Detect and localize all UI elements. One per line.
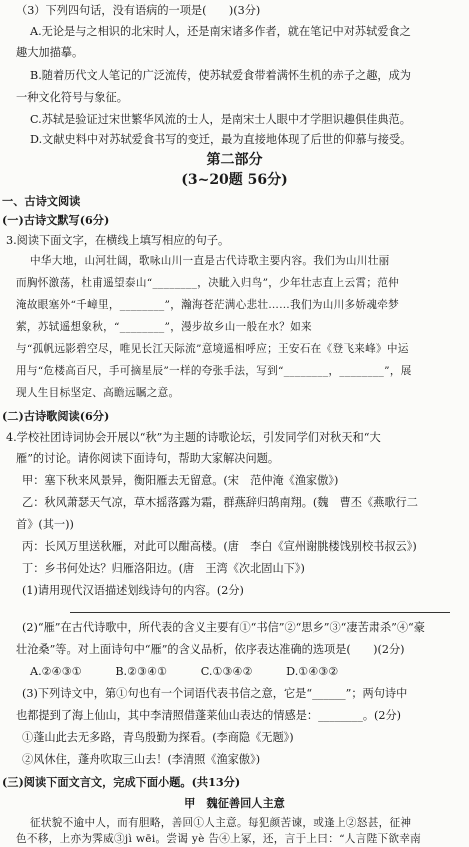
section-ancient-reading: 一、古诗文阅读 (2, 194, 81, 208)
part-two-subtitle: (3~20题 56分) (181, 172, 288, 188)
q4-sub2: (2)“雁”在古代诗歌中，所代表的含义主要有①“书信”②“思乡”③“凄苦肃杀”④“豪 (22, 621, 425, 634)
passage1-line: 萦，苏轼遥想象秋，“________”，漫步故乡山一般在水？如来 (16, 321, 312, 333)
section-poetry-reading: (二)古诗歌阅读(6分) (2, 409, 110, 423)
q3-option-d: D.文献史料中对苏轼爱食书写的变迁，最为直接地体现了后世的仰慕与接受。 (30, 133, 412, 146)
q3-option-a: A.无论是与之相识的北宋时人，还是南宋诸多作者，就在笔记中对苏轼爱食之 (30, 25, 411, 38)
passage1-line: 与“孤帆远影碧空尽，唯见长江天际流”意境遥相呼应；王安石在《登飞来峰》中运 (16, 343, 409, 355)
q4-sub2-cont: 壮沧桑”等。对上面诗句中“雁”的含义品析，依序表达准确的选项是( )(2分) (16, 643, 405, 656)
prose-title: 甲 魏征善回人主意 (184, 796, 285, 810)
part-two-title: 第二部分 (206, 152, 263, 168)
q4-poem-1: ①蓬山此去无多路，青鸟殷勤为探看。(李商隐《无题》) (22, 731, 294, 744)
prose-line: 征状貌不逾中人，而有胆略，善回①人主意。每犯颜苦谏，或逢上②怒甚，征神 (30, 817, 412, 829)
q3-instruction: 3.阅读下面文字，在横线上填写相应的句子。 (6, 234, 230, 247)
q4-sub2-options: A.②④③① B.②③④① C.①③④② D.①④③② (30, 665, 339, 678)
poem-yi: 乙：秋风萧瑟天气凉，草木摇落露为霜，群燕辞归鹄南翔。(魏 曹丕《燕歌行二 (22, 496, 418, 509)
prose-line: 色不移，上亦为霁威③jì wēi。尝谒 yè 告④上冢，还，言于上曰：“人言陛下欲幸南 (16, 833, 422, 845)
passage1-line: 现人生目标坚定、高瞻远瞩之意。 (16, 387, 180, 399)
answer-line[interactable] (70, 612, 450, 613)
passage1-line: 淹故眼塞外“千嶂里，________”，瀚海苍茫满心悲壮……我们为山川多娇魂牵梦 (16, 299, 400, 311)
q4-sub3-cont: 也都提到了海上仙山，其中李清照借蓬莱仙山表达的情感是：________。(2分) (16, 709, 402, 722)
passage1-line: 用与“危楼高百尺，手可摘星辰”一样的夸张手法，写到“________，________”，展 (16, 365, 412, 377)
poem-yi-cont: 首》(其一)) (16, 518, 74, 531)
q3-option-a-cont: 趣大加描摹。 (16, 46, 84, 59)
q4-sub1: (1)请用现代汉语描述划线诗句的内容。(2分) (22, 584, 244, 597)
poem-ding: 丁：乡书何处达？归雁洛阳边。(唐 王湾《次北固山下》) (22, 562, 305, 575)
q3-stem: （3）下列四句话，没有语病的一项是( )(3分) (16, 4, 261, 17)
q4-sub3: (3)下列诗文中，第①句也有一个词语代表书信之意，它是“______”；两句诗中 (22, 687, 408, 700)
section-recitation: (一)古诗文默写(6分) (2, 213, 110, 227)
poem-jia: 甲：塞下秋来风景异，衡阳雁去无留意。(宋 范仲淹《渔家傲》) (22, 474, 339, 487)
q4-stem-cont: 雁”的讨论。请你阅读下面诗句，帮助大家解决问题。 (16, 452, 280, 465)
passage1-line: 而胸怀激荡，杜甫遥望泰山“________，决眦入归鸟”，少年壮志直上云霄；范仲 (16, 277, 400, 289)
q4-poem-2: ②风休住，蓬舟吹取三山去！(李清照《渔家傲》) (22, 753, 261, 766)
passage1-line: 中华大地，山河壮阔，歌咏山川一直是古代诗歌主要内容。我们为山川壮丽 (30, 255, 390, 267)
poem-bing: 丙：长风万里送秋雁，对此可以酣高楼。(唐 李白《宣州谢朓楼饯别校书叔云》) (22, 540, 417, 553)
section-classical-prose: (三)阅读下面文言文，完成下面小题。(共13分) (2, 775, 241, 789)
q3-option-b: B.随着历代文人笔记的广泛流传，使苏轼爱食带着满怀生机的赤子之趣，成为 (30, 69, 411, 82)
q3-option-b-cont: 一种文化符号与象征。 (16, 91, 128, 104)
q3-option-c: C.苏轼是验证过宋世繁华风流的士人，是南宋士人眼中才学胆识趣俱佳典范。 (30, 113, 411, 126)
q4-stem: 4.学校社团诗词协会开展以“秋”为主题的诗歌论坛，引发同学们对秋天和“大 (6, 431, 381, 444)
